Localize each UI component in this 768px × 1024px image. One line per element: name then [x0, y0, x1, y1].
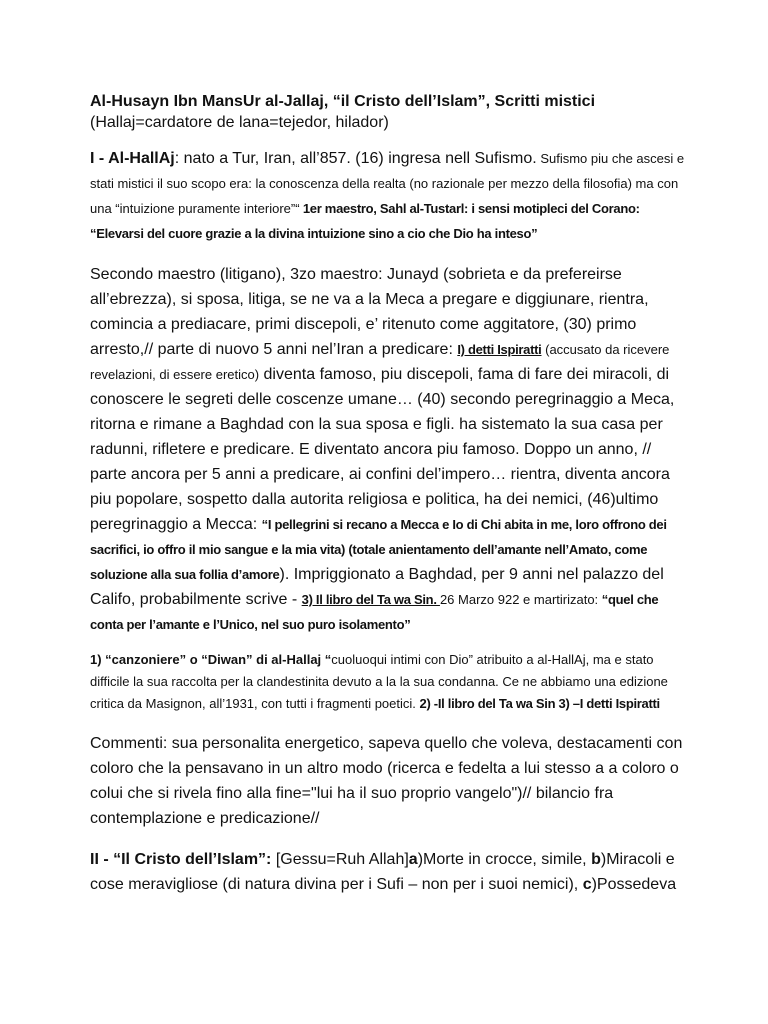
section-5-text-c: )Miracoli e cose meravigliose (di natura divina per i Sufi – non per i suoi nemici),	[90, 851, 675, 893]
section-3-text-c: 2) -Il libro del Ta wa Sin 3) –I detti Ispiratti	[419, 696, 660, 711]
section-1-text-b: Sufismo piu che ascesi e stati mistici il suo scopo era: la conoscenza della realta (no razionale per mezzo della filosofia) ma con una “intuizione puramente interiore”“	[90, 151, 685, 216]
section-5-letter-b: b	[591, 851, 601, 868]
section-1-text-a: : nato a Tur, Iran, all’857. (16) ingresa nell Sufismo.	[174, 150, 537, 167]
section-3-paragraph	[90, 649, 690, 715]
section-5-text-b: )Morte in crocce, simile,	[417, 851, 592, 868]
quote-unico: “quel che conta per l’amante e l’Unico, nel suo puro isolamento”	[90, 592, 659, 632]
section-5-heading: II - “Il Cristo dell’Islam”:	[90, 851, 272, 868]
quote-pellegrini: “I pellegrini si recano a Mecca e Io di Chi abita in me, loro offrono dei sacrifici, io offro il mio sangue e la mia vita)	[90, 517, 667, 557]
section-5-text-a: [Gessu=Ruh Allah]	[271, 851, 409, 868]
section-4-text: Commenti: sua personalita energetico, sapeva quello che voleva, destacamenti con coloro che la pensavano in un altro modo (ricerca e fedelta a lui stesso a a coloro o colui che si rivela fino alla fine="lui ha il suo proprio vangelo")// bilancio fra contemplazione e predicazione//	[90, 735, 683, 827]
section-2-text-b: (accusato da ricevere revelazioni, di essere eretico)	[90, 342, 670, 382]
document-subtitle: (Hallaj=cardatore de lana=tejedor, hilador)	[90, 114, 389, 131]
libro-ta-wa-sin-ref: 3) Il libro del Ta wa Sin.	[301, 592, 440, 607]
section-1-text-c: 1er maestro, Sahl al-Tustarl: i sensi motipleci del Corano: “Elevarsi del cuore grazie a la divina intuizione sino a cio che Dio ha inteso”	[90, 201, 640, 241]
section-1-heading: I - Al-HallAj	[90, 150, 175, 167]
section-3-text-b: cuoluoqui intimi con Dio” atribuito a al-HallAj, ma e stato difficile la sua raccolta per la clandestinita devuto a la la sua condanna. Ce ne abbiamo una edizione critica da Masignon, all’1931, con tutti i fragmenti poetici.	[90, 652, 668, 711]
section-4-paragraph	[90, 731, 690, 831]
section-5-paragraph	[90, 847, 690, 897]
section-2-text-a: Secondo maestro (litigano), 3zo maestro: Junayd (sobrieta e da prefereirse all’ebrezza), si sposa, litiga, se ne va a la Meca a pregare e diggiunare, rientra, comincia a prediacare, primi discepoli, e’ ritenuto come aggitatore, (30) primo arresto,// parte di nuovo 5 anni nel’Iran a predicare:	[90, 266, 649, 358]
section-2-text-c: diventa famoso, piu discepoli, fama di fare dei miracoli, di conoscere le segreti delle coscenze umane… (40) secondo peregrinaggio a Meca, ritorna e rimane a Baghdad con la sua sposa e figli. ha sistemato la sua casa per radunni, rifletere e predicare. E diventato ancora piu famoso. Doppo un anno, // parte ancora per 5 anni a predicare, ai confini del’impero… rientra, diventa ancora piu popolare, sospetto dalla autorita religiosa e politica, ha dei nemici, (46)ultimo peregrinaggio a Mecca:	[90, 366, 675, 533]
document-title: Al-Husayn Ibn MansUr al-Jallaj, “il Cristo dell’Islam”, Scritti mistici	[90, 93, 596, 110]
section-1-paragraph	[90, 146, 690, 246]
detti-ispiratti-ref: I) detti Ispiratti	[457, 342, 542, 357]
section-2-text-d: ). Impriggionato a Baghdad, per 9 anni nel palazzo del Califo, probabilmente scrive -	[90, 566, 664, 608]
quote-anientamento: (totale anientamento dell’amante nell’Amato, come soluzione alla sua follia d’amore	[90, 542, 648, 582]
document-page	[90, 92, 690, 897]
section-5-text-d: )Possedeva	[591, 876, 677, 893]
section-5-letter-a: a	[408, 851, 418, 868]
section-5-letter-c: c	[582, 876, 592, 893]
section-2-text-e: 26 Marzo 922 e martirizato:	[439, 592, 602, 607]
section-3-text-a: 1) “canzoniere” o “Diwan” di al-Hallaj “	[90, 652, 332, 667]
section-2-paragraph	[90, 262, 690, 637]
